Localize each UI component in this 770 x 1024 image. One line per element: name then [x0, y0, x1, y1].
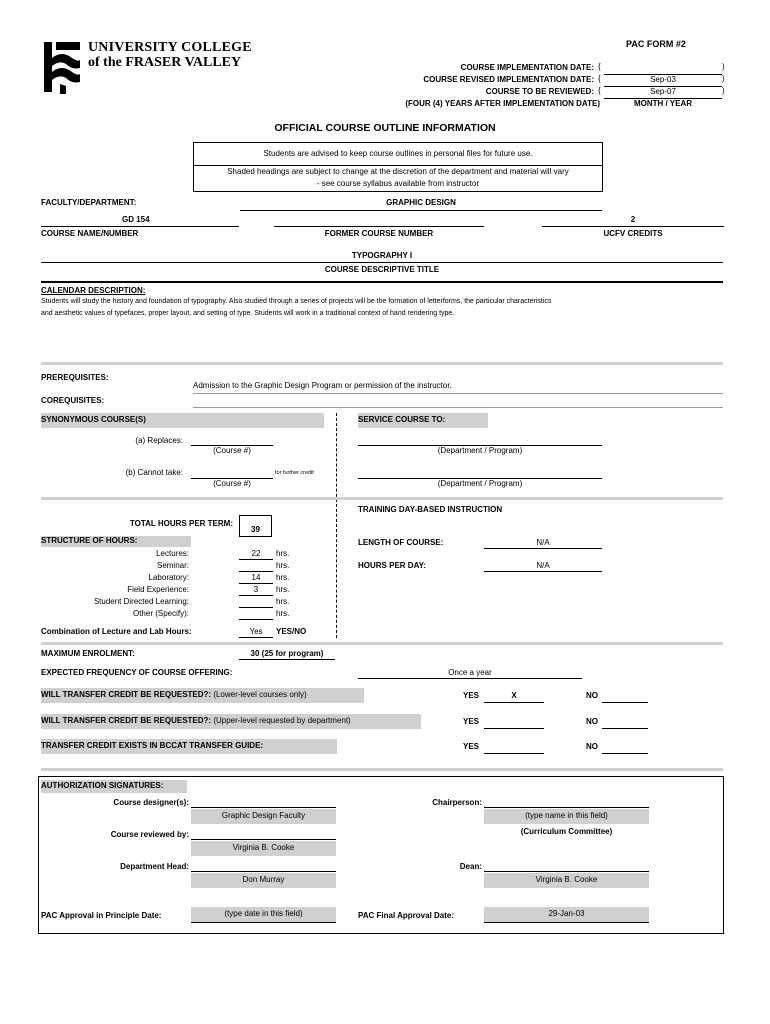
transfer-yes-field[interactable] — [484, 753, 544, 754]
former-number-line — [274, 226, 484, 227]
section-divider — [41, 497, 723, 500]
perday-line — [484, 571, 602, 572]
transfer-label: WILL TRANSFER CREDIT BE REQUESTED?: — [41, 716, 212, 725]
logo-line1: UNIVERSITY COLLEGE — [88, 40, 252, 55]
transfer-yes-label: YES — [463, 691, 480, 700]
calendar-line2: and aesthetic values of typefaces, proper layout, and setting of type. Students will work in a traditional context of hand rendering type. — [41, 310, 455, 317]
transfer-yes-label: YES — [463, 742, 480, 751]
calendar-line1: Students will study the history and foundation of typography. Also studied through a series of projects will be the formation of letterforms, the particular characteristics — [41, 298, 552, 305]
combo-field[interactable]: Yes — [249, 627, 263, 636]
reviewed-signature-line[interactable] — [191, 839, 336, 840]
replaces-hint: (Course #) — [213, 446, 251, 455]
length-line — [484, 548, 602, 549]
transfer-note: (Upper-level requested by department) — [213, 716, 351, 725]
transfer-no-field[interactable] — [602, 753, 648, 754]
length-field[interactable]: N/A — [536, 538, 550, 547]
chair-sub-label: (Curriculum Committee) — [520, 827, 613, 836]
revised-date-field[interactable]: Sep-03 — [650, 75, 676, 84]
designer-label: Course designer(s): — [113, 798, 189, 807]
hours-row-line — [239, 607, 273, 608]
bracket-open: { — [598, 74, 601, 83]
further-credit-note: for further credit — [275, 470, 314, 476]
transfer-yes-field[interactable]: X — [511, 691, 517, 700]
cannot-take-label: (b) Cannot take: — [125, 468, 183, 477]
column-divider — [336, 413, 337, 638]
length-label: LENGTH OF COURSE: — [358, 538, 444, 547]
pac-principle-field[interactable]: (type date in this field) — [191, 907, 336, 922]
frequency-label: EXPECTED FREQUENCY OF COURSE OFFERING: — [41, 668, 233, 677]
dean-signature-line[interactable] — [484, 871, 649, 872]
total-hours-label: TOTAL HOURS PER TERM: — [129, 519, 233, 528]
faculty-label: FACULTY/DEPARTMENT: — [41, 198, 137, 207]
dean-field[interactable]: Virginia B. Cooke — [484, 873, 649, 888]
page-title: OFFICIAL COURSE OUTLINE INFORMATION — [274, 122, 496, 134]
pac-final-line — [484, 922, 649, 923]
transfer-yes-line — [484, 702, 544, 703]
transfer-yes-field[interactable] — [484, 728, 544, 729]
prereq-label: PREREQUISITES: — [41, 373, 109, 382]
hours-row-label: Seminar: — [156, 561, 189, 570]
logo-line2: of the FRASER VALLEY — [88, 55, 242, 70]
notice-line1: Students are advised to keep course outlines in personal files for future use. — [263, 149, 533, 158]
notice-line2: Shaded headings are subject to change at the discretion of the department and material will vary — [227, 167, 569, 176]
notice-line3: - see course syllabus available from instructor — [316, 179, 480, 188]
designer-signature-line[interactable] — [191, 807, 336, 808]
service-dept-hint-1: (Department / Program) — [437, 446, 523, 455]
university-logo — [42, 40, 252, 96]
course-title-label: COURSE DESCRIPTIVE TITLE — [324, 265, 440, 274]
structure-label: STRUCTURE OF HOURS: — [41, 536, 191, 547]
course-number-field[interactable]: GD 154 — [122, 215, 150, 224]
hours-row-line — [239, 619, 273, 620]
transfer-yes-label: YES — [463, 717, 480, 726]
transfer-no-field[interactable] — [602, 728, 648, 729]
transfer-label: WILL TRANSFER CREDIT BE REQUESTED?: — [41, 690, 212, 699]
transfer-row-bccat — [41, 739, 337, 754]
authorization-heading: AUTHORIZATION SIGNATURES: — [41, 780, 187, 793]
cannot-take-hint: (Course #) — [213, 479, 251, 488]
notice-box — [193, 142, 603, 192]
hours-unit: hrs. — [276, 573, 290, 582]
section-divider — [41, 362, 723, 365]
section-divider — [41, 642, 723, 645]
course-title-field[interactable]: TYPOGRAPHY I — [351, 251, 413, 260]
replaces-label: (a) Replaces: — [135, 436, 183, 445]
review-date-field[interactable]: Sep-07 — [650, 87, 676, 96]
pac-final-field[interactable]: 29-Jan-03 — [484, 907, 649, 922]
hours-unit: hrs. — [276, 549, 290, 558]
coreq-line — [193, 407, 723, 408]
credits-label: UCFV CREDITS — [603, 229, 663, 238]
transfer-label: TRANSFER CREDIT EXISTS IN BCCAT TRANSFER GUIDE: — [41, 741, 264, 750]
transfer-no-label: NO — [586, 717, 598, 726]
combo-label: Combination of Lecture and Lab Hours: — [41, 627, 192, 636]
former-number-label: FORMER COURSE NUMBER — [324, 229, 434, 238]
logo-mark-icon — [42, 40, 82, 96]
pac-principle-label: PAC Approval in Principle Date: — [41, 911, 162, 920]
frequency-field[interactable]: Once a year — [448, 668, 492, 677]
hours-row-label: Field Experience: — [127, 585, 189, 594]
combo-line — [239, 637, 273, 638]
max-enrolment-field[interactable]: 30 (25 for program) — [250, 649, 324, 658]
reviewed-field[interactable]: Virginia B. Cooke — [191, 841, 336, 856]
prereq-line — [193, 393, 723, 394]
chair-signature-line[interactable] — [484, 807, 649, 808]
transfer-no-field[interactable] — [602, 702, 648, 703]
transfer-note: (Lower-level courses only) — [213, 690, 307, 699]
credits-field[interactable]: 2 — [630, 215, 636, 224]
max-enrolment-label: MAXIMUM ENROLMENT: — [41, 649, 135, 658]
pac-principle-line — [191, 922, 336, 923]
chair-label: Chairperson: — [432, 798, 482, 807]
hours-unit: hrs. — [276, 609, 290, 618]
service-dept-hint-2: (Department / Program) — [437, 479, 523, 488]
bracket-close: ) — [722, 62, 725, 71]
review-date-label: COURSE TO BE REVIEWED: — [485, 87, 594, 96]
head-signature-line[interactable] — [191, 871, 336, 872]
course-number-line — [41, 226, 239, 227]
revised-date-label: COURSE REVISED IMPLEMENTATION DATE: — [423, 75, 594, 84]
hours-row-label: Lectures: — [156, 549, 189, 558]
perday-label: HOURS PER DAY: — [358, 561, 427, 570]
four-years-note: (FOUR (4) YEARS AFTER IMPLEMENTATION DATE) — [405, 99, 600, 108]
faculty-field[interactable]: GRAPHIC DESIGN — [386, 198, 456, 207]
head-label: Department Head: — [120, 862, 189, 871]
course-number-label: COURSE NAME/NUMBER — [41, 229, 139, 238]
transfer-no-label: NO — [586, 691, 598, 700]
reviewed-label: Course reviewed by: — [110, 830, 189, 839]
max-enrolment-line — [239, 659, 335, 660]
head-field[interactable]: Don Murray — [191, 873, 336, 888]
perday-field[interactable]: N/A — [536, 561, 550, 570]
hours-row-line — [239, 571, 273, 572]
hours-row-line — [239, 559, 273, 560]
service-label: SERVICE COURSE TO: — [358, 413, 488, 428]
bracket-open: { — [598, 86, 601, 95]
notice-divider — [194, 165, 602, 166]
hours-row-label: Laboratory: — [148, 573, 189, 582]
hours-unit: hrs. — [276, 585, 290, 594]
hours-unit: hrs. — [276, 561, 290, 570]
hours-row-label: Student Directed Learning: — [93, 597, 189, 606]
prereq-field[interactable]: Admission to the Graphic Design Program or permission of the instructor. — [193, 381, 452, 390]
calendar-heading: CALENDAR DESCRIPTION: — [41, 286, 146, 295]
faculty-line — [240, 210, 602, 211]
training-label: TRAINING DAY-BASED INSTRUCTION — [358, 505, 503, 514]
coreq-label: COREQUISITES: — [41, 396, 105, 405]
transfer-no-label: NO — [586, 742, 598, 751]
combo-options: YES/NO — [276, 627, 307, 636]
hours-row-value[interactable]: 3 — [253, 585, 259, 594]
section-divider — [41, 281, 723, 283]
hours-unit: hrs. — [276, 597, 290, 606]
course-title-line — [41, 262, 723, 263]
frequency-line — [358, 678, 582, 679]
credits-line — [542, 226, 724, 227]
synonymous-label: SYNONYMOUS COURSE(S) — [41, 413, 324, 428]
transfer-row-upper — [41, 714, 421, 729]
designer-field[interactable]: Graphic Design Faculty — [191, 809, 336, 824]
bracket-open: { — [598, 62, 601, 71]
hours-row-value[interactable]: 22 — [251, 549, 261, 558]
pac-final-label: PAC Final Approval Date: — [358, 911, 455, 920]
section-divider — [41, 768, 723, 771]
bracket-close: ) — [722, 74, 725, 83]
implementation-date-label: COURSE IMPLEMENTATION DATE: — [460, 63, 594, 72]
hours-row-label: Other (Specify): — [132, 609, 189, 618]
month-year-hint: MONTH / YEAR — [633, 99, 693, 108]
hours-row-line — [239, 595, 273, 596]
bracket-close: ) — [722, 86, 725, 95]
hours-row-value[interactable]: 14 — [251, 573, 261, 582]
hours-row-line — [239, 583, 273, 584]
transfer-row-lower — [41, 688, 364, 703]
dean-label: Dean: — [459, 862, 482, 871]
form-id: PAC FORM #2 — [626, 39, 686, 49]
total-hours-field[interactable]: 39 — [239, 515, 272, 537]
chair-field[interactable]: (type name in this field) — [484, 809, 649, 824]
